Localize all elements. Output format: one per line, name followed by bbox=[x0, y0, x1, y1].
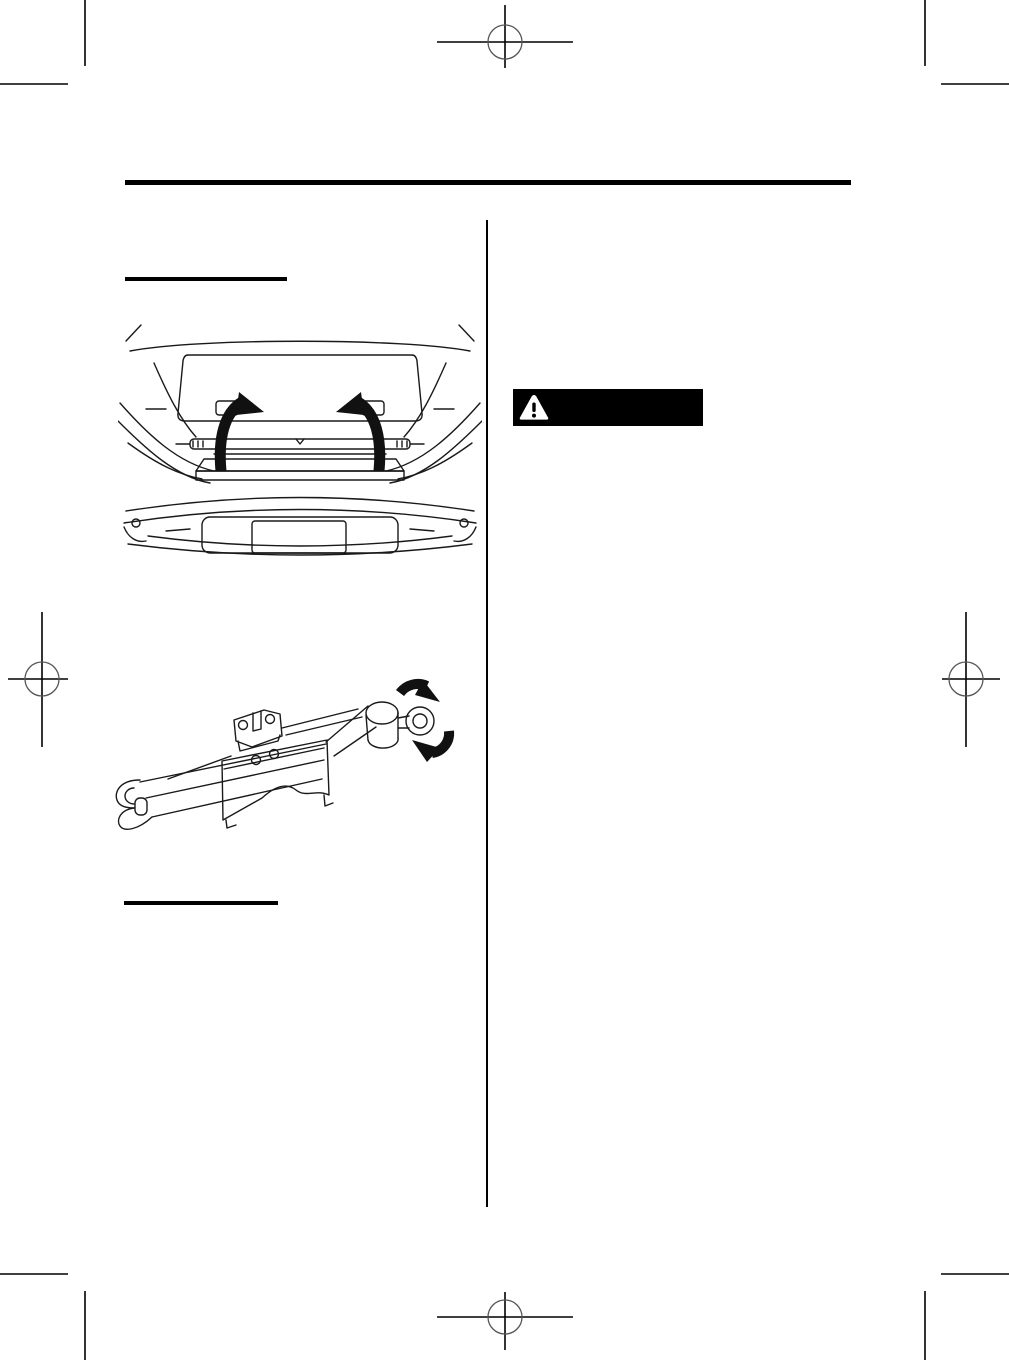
registration-mark-bottom-center bbox=[437, 1292, 573, 1350]
scissor-jack-illustration bbox=[110, 648, 482, 872]
crop-mark-top-left bbox=[0, 0, 85, 84]
trunk-straps-illustration bbox=[118, 313, 482, 581]
section-heading-1 bbox=[125, 255, 287, 281]
crop-mark-bottom-right bbox=[925, 1274, 1009, 1360]
crop-mark-bottom-left bbox=[0, 1274, 85, 1360]
header-rule bbox=[125, 180, 851, 185]
rotate-arrow-top bbox=[400, 680, 440, 702]
registration-mark-top-center bbox=[437, 5, 573, 68]
warning-banner bbox=[513, 389, 703, 426]
column-divider bbox=[486, 220, 488, 1207]
section-heading-2 bbox=[124, 879, 278, 905]
crop-mark-top-right bbox=[925, 0, 1009, 84]
warning-triangle-icon bbox=[518, 393, 550, 423]
registration-mark-left-middle bbox=[8, 612, 68, 747]
rotate-arrow-bottom bbox=[412, 731, 449, 762]
registration-mark-right-middle bbox=[942, 612, 1000, 747]
